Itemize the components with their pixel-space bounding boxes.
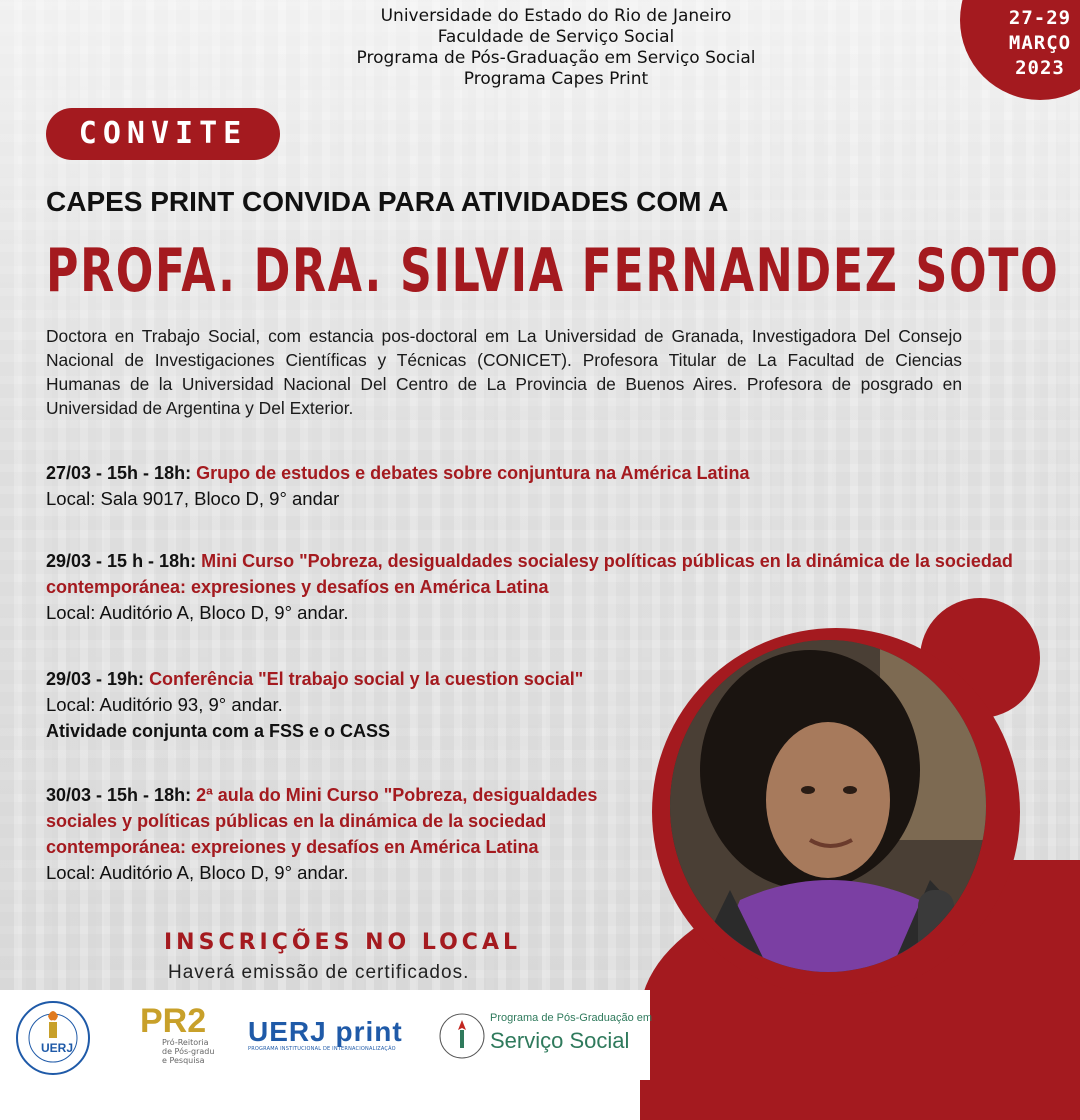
event-title: Mini Curso "Pobreza, desigualdades socialesy políticas públicas en la dinámica de la sociedad contemporánea: expresiones y desafíos en América Latina (46, 551, 1013, 597)
pps-servico-social-logo (438, 1008, 653, 1068)
speaker-photo (670, 640, 986, 972)
event-item (46, 548, 1036, 626)
event-time: 27/03 - 15h - 18h: (46, 463, 197, 483)
certificate-notice: Haverá emissão de certificados. (168, 962, 470, 983)
event-location: Local: Auditório A, Bloco D, 9° andar. (46, 602, 349, 623)
date-badge-text (1000, 6, 1080, 81)
event-title: 2ª aula do Mini Curso "Pobreza, desigualdades sociales y políticas públicas en la dinámica de la sociedad contemporánea: expreiones y desafíos en América Latina (46, 785, 598, 857)
event-location: Local: Auditório 93, 9° andar. (46, 694, 283, 715)
pr2-logo-mark: PR2 (140, 1002, 207, 1040)
event-item (46, 666, 686, 744)
uerj-seal-logo (8, 998, 98, 1078)
header-line-capes: Programa Capes Print (463, 69, 649, 89)
date-month: MARÇO (1008, 32, 1072, 54)
event-time: 29/03 - 15 h - 18h: (46, 551, 202, 571)
event-title: Conferência "El trabajo social y la cuestion social" (149, 669, 584, 689)
header-line-university: Universidade do Estado do Rio de Janeiro (380, 6, 732, 26)
pr2-logo-line: e Pesquisa (162, 1056, 205, 1065)
event-item (46, 782, 646, 886)
uerj-seal-icon (8, 998, 98, 1078)
event-time: 30/03 - 15h - 18h: (46, 785, 197, 805)
pr2-logo-line: Pró-Reitoria (162, 1038, 209, 1047)
event-item (46, 460, 946, 512)
speaker-portrait-illustration (670, 640, 986, 972)
pps-logo-line1: Programa de Pós-Graduação em (490, 1012, 653, 1024)
uerj-print-logo-subtitle: PROGRAMA INSTITUCIONAL DE INTERNACIONALIZAÇÃO (248, 1046, 396, 1052)
uerj-print-logo (248, 1018, 418, 1058)
event-joint-note: Atividade conjunta com a FSS e o CASS (46, 721, 391, 741)
pr2-logo (140, 1004, 230, 1074)
pps-seal-icon (438, 1008, 486, 1064)
invite-subtitle: CAPES PRINT CONVIDA PARA ATIVIDADES COM A (46, 186, 729, 217)
speaker-bio: Doctora en Trabajo Social, com estancia pos-doctoral em La Universidad de Granada, Investigadora Del Consejo Nacional de Investigaciones Científicas y Técnicas (CONICET). Profesora Titular de La Facultad de Ciencias Humanas de la Universidad Nacional Del Centro de La Provincia de Buenos Aires. Profesora de posgrado en Universidad de Argentina y Del Exterior. (46, 326, 962, 418)
date-year: 2023 (1015, 57, 1065, 79)
event-location: Local: Sala 9017, Bloco D, 9° andar (46, 488, 340, 509)
event-time: 29/03 - 19h: (46, 669, 150, 689)
pr2-logo-line: de Pós-gradu (162, 1047, 215, 1056)
speaker-name: PROFA. DRA. SILVIA FERNANDEZ SOTO (46, 236, 1060, 306)
institution-header (300, 6, 812, 90)
header-line-program: Programa de Pós-Graduação em Serviço Social (356, 48, 756, 68)
uerj-seal-label: UERJ (41, 1041, 74, 1055)
event-location: Local: Auditório A, Bloco D, 9° andar. (46, 862, 349, 883)
header-line-faculty: Faculdade de Serviço Social (437, 27, 675, 47)
event-title: Grupo de estudos e debates sobre conjuntura na América Latina (196, 463, 750, 483)
pps-logo-line2: Serviço Social (490, 1028, 630, 1053)
date-days: 27-29 (1008, 7, 1072, 29)
registration-notice: INSCRIÇÕES NO LOCAL (164, 930, 521, 955)
convite-label: CONVITE (46, 108, 280, 160)
uerj-print-logo-text: UERJ print (248, 1016, 403, 1047)
